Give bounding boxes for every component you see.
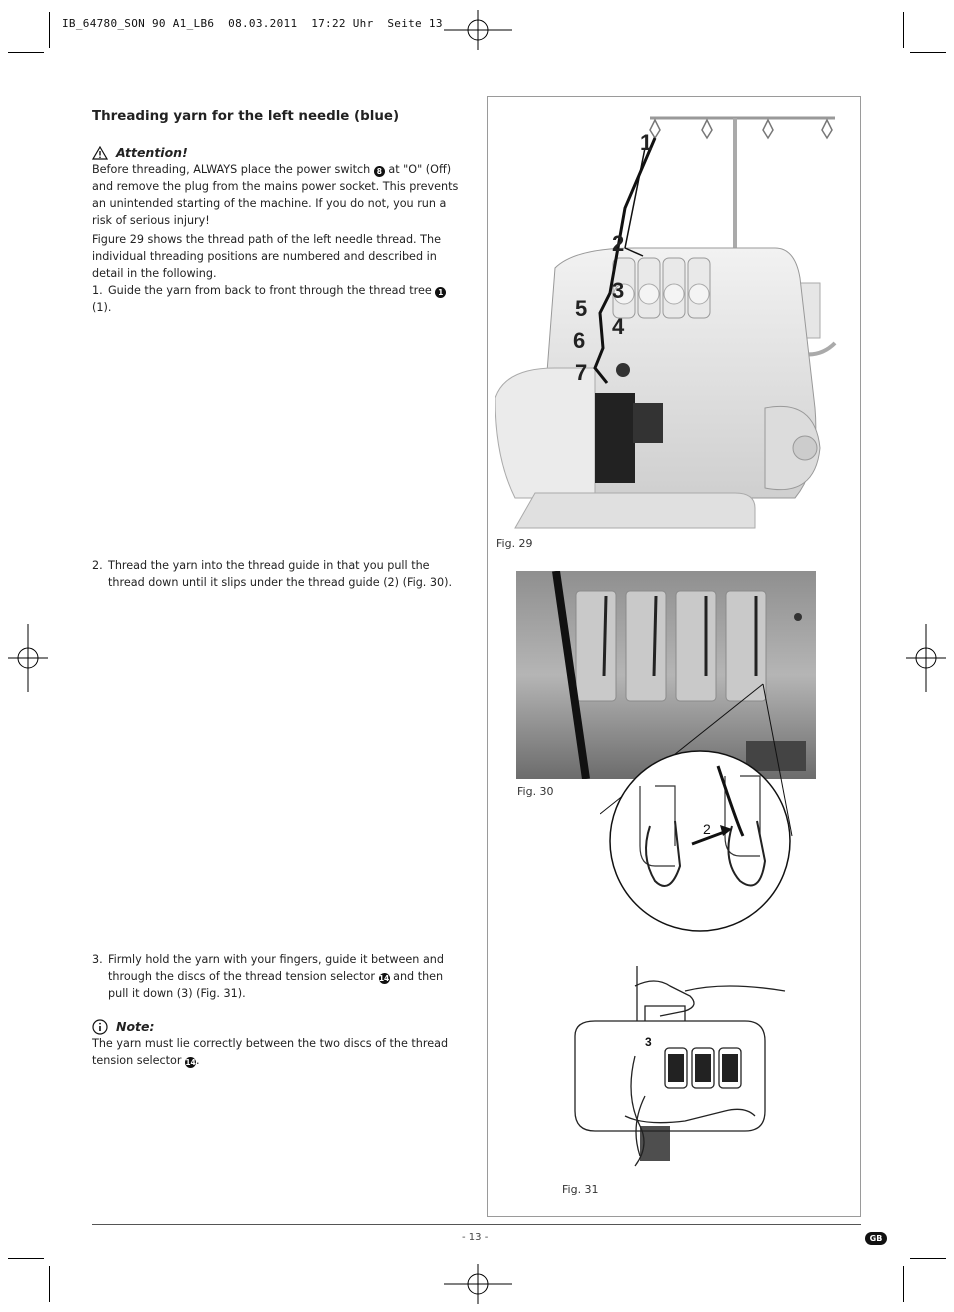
note-title: Note:: [116, 1019, 155, 1034]
page-number: - 13 -: [462, 1232, 489, 1243]
fig31-tension-discs-drawing: [565, 966, 790, 1171]
attention-title: Attention!: [116, 145, 188, 160]
attention-text: Before threading, ALWAYS place the power switch 8 at "O" (Off) and remove the plug from the mains power socket. This prevents an unintended starting of the machine. If you do not, you run a risk of serious injury!: [92, 163, 459, 227]
fig29-label-6: 6: [573, 328, 586, 353]
section-heading: Threading yarn for the left needle (blue): [92, 109, 400, 124]
crop-mark-bl-v: [49, 1266, 50, 1302]
info-icon: [92, 1019, 108, 1035]
crop-mark-br-h: [910, 1258, 946, 1259]
tension-selector-ref-badge: 14: [185, 1058, 196, 1067]
crop-mark-tr-v: [903, 12, 904, 48]
step-1: 1. Guide the yarn from back to front through the thread tree 1 (1).: [92, 282, 464, 316]
step-number: 3.: [92, 953, 103, 966]
note-block: [92, 1018, 464, 1069]
registration-mark-top: [444, 10, 512, 50]
intro-paragraph: Figure 29 shows the thread path of the left needle thread. The individual threading positions are numbered and described in detail in the following.: [92, 233, 441, 280]
step-2: 2. Thread the yarn into the thread guide in that you pull the thread down until it slips under the thread guide (2) (Fig. 30).: [92, 559, 453, 589]
crop-mark-tl-h: [8, 52, 44, 53]
fig31-caption: Fig. 31: [562, 1183, 599, 1196]
language-badge: GB: [865, 1232, 887, 1245]
fig30-caption: Fig. 30: [517, 785, 554, 798]
footer-rule: [92, 1224, 861, 1225]
warning-triangle-icon: [92, 146, 108, 160]
fig30-magnified-detail: [600, 676, 810, 948]
registration-mark-bottom: [444, 1264, 512, 1304]
step-number: 2.: [92, 559, 103, 572]
fig30-label-2: 2: [703, 821, 711, 837]
step-3: 3. Firmly hold the yarn with your fingers, guide it between and through the discs of the thread tension selector 14 and then pull it down (3) (Fig. 31).: [92, 953, 444, 1000]
fig31-label-3: 3: [645, 1035, 652, 1049]
fig29-label-5: 5: [575, 296, 588, 321]
fig29-label-2: 2: [612, 231, 625, 256]
registration-mark-right: [906, 624, 946, 692]
crop-mark-tl-v: [49, 12, 50, 48]
fig29-caption: Fig. 29: [496, 537, 533, 550]
attention-block: [92, 144, 464, 229]
crop-mark-tr-h: [910, 52, 946, 53]
fig29-label-7: 7: [575, 360, 588, 385]
fig29-label-3: 3: [612, 278, 625, 303]
step-number: 1.: [92, 284, 103, 297]
crop-mark-bl-h: [8, 1258, 44, 1259]
tension-selector-ref-badge: 14: [378, 974, 390, 983]
print-slug: IB_64780_SON 90 A1_LB6 08.03.2011 17:22 Uhr Seite 13: [62, 17, 443, 30]
crop-mark-br-v: [903, 1266, 904, 1302]
note-text: The yarn must lie correctly between the two discs of the thread tension selector 14.: [92, 1037, 449, 1067]
registration-mark-left: [8, 624, 48, 692]
fig29-label-1: 1: [640, 130, 653, 155]
switch-ref-badge: 8: [374, 166, 385, 177]
fig29-label-4: 4: [612, 314, 625, 339]
thread-tree-ref-badge: 1: [435, 287, 446, 298]
fig29-overlocker-illustration: [495, 108, 855, 538]
